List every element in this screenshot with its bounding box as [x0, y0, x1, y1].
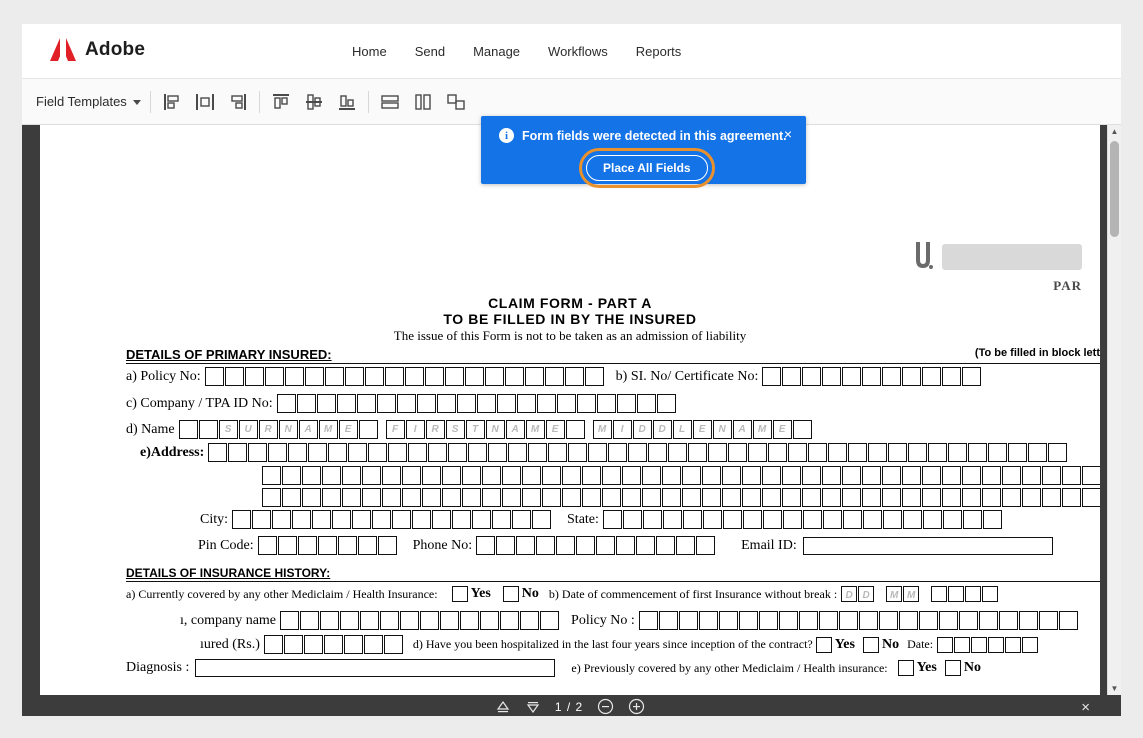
label-pin-code: Pin Code: [198, 537, 254, 553]
form-title-line3: The issue of this Form is not to be taken as an admission of liability [393, 328, 747, 343]
label-diagnosis: Diagnosis : [126, 660, 190, 675]
name-middle-boxes[interactable]: M I D D L E N A M E [593, 420, 812, 439]
document-viewer [22, 125, 1121, 716]
diagnosis-field[interactable] [195, 659, 555, 677]
place-all-fields-button[interactable]: Place All Fields [586, 155, 708, 181]
previously-covered-yes-checkbox[interactable] [898, 660, 914, 676]
policy-no-2-boxes[interactable] [639, 611, 1078, 630]
label-commencement: b) Date of commencement of first Insurance without break : [548, 586, 838, 601]
label-policy-no: a) Policy No: [126, 368, 201, 384]
field-templates-dropdown[interactable] [36, 94, 141, 109]
align-top-icon[interactable] [269, 90, 293, 114]
block-letters-hint: (To be filled in block lett [974, 347, 1100, 359]
policy-no-boxes[interactable] [205, 367, 604, 386]
align-left-icon[interactable] [160, 90, 184, 114]
label-no-2: No [881, 636, 900, 652]
form-title-line1: CLAIM FORM - PART A [488, 295, 652, 311]
toolbar-divider [150, 91, 151, 113]
row-currently-covered [126, 586, 1002, 602]
name-first-boxes[interactable]: F I R S T N A M E [386, 420, 585, 439]
insurer-logo [912, 240, 1082, 293]
match-size-icon[interactable] [444, 90, 468, 114]
nav-links [352, 24, 681, 78]
label-name: d) Name [126, 421, 175, 437]
align-bottom-icon[interactable] [335, 90, 359, 114]
top-navigation-bar [22, 24, 1121, 79]
hospitalized-date-boxes[interactable] [937, 637, 1038, 653]
adobe-logo-icon [50, 38, 76, 62]
toolbar-divider-2 [259, 91, 260, 113]
adobe-brand[interactable] [50, 38, 145, 62]
row-policy-no [126, 367, 985, 386]
row-company-tpa [126, 394, 680, 413]
label-state: State: [567, 511, 599, 527]
close-viewer-icon[interactable]: × [1081, 699, 1090, 716]
row-pin-phone-email [198, 536, 1053, 555]
align-vertical-group [269, 90, 359, 114]
scrollbar-thumb[interactable] [1110, 141, 1119, 237]
phone-no-boxes[interactable] [476, 536, 715, 555]
state-boxes[interactable] [603, 510, 1002, 529]
label-company-tpa: c) Company / TPA ID No: [126, 395, 273, 411]
page-indicator: 1 / 2 [554, 699, 584, 714]
form-fields-detected-toast [481, 116, 806, 184]
adobe-sign-window [22, 24, 1121, 716]
match-size-group [378, 90, 468, 114]
label-previously-covered: e) Previously covered by any other Mediclaim / Health insurance: [571, 660, 888, 675]
label-yes-2: Yes [834, 636, 855, 652]
hospitalized-no-checkbox[interactable] [863, 637, 879, 653]
align-right-icon[interactable] [226, 90, 250, 114]
label-policy-no-2: Policy No : [571, 612, 635, 628]
row-address-1 [140, 443, 1071, 462]
commencement-mm-boxes[interactable]: M M [886, 586, 919, 602]
zoom-out-icon[interactable] [597, 698, 614, 715]
section-divider [126, 363, 1100, 364]
brand-name-label: Adobe [85, 39, 146, 60]
toast-message: Form fields were detected in this agreement. [522, 128, 787, 143]
row-name [126, 420, 816, 439]
section-primary-insured-heading: DETAILS OF PRIMARY INSURED: [126, 347, 332, 362]
section-insurance-history-heading: DETAILS OF INSURANCE HISTORY: [126, 566, 331, 580]
insurer-mark-icon [912, 240, 934, 274]
label-company-name: ı, company name [180, 612, 277, 628]
match-width-icon[interactable] [378, 90, 402, 114]
row-address-2 [258, 466, 1100, 485]
label-email-id: Email ID: [741, 537, 797, 553]
currently-covered-no-checkbox[interactable] [503, 586, 519, 602]
address-line2-boxes[interactable] [262, 466, 1100, 485]
nav-link-send[interactable]: Send [414, 43, 446, 59]
form-title-block [40, 295, 1100, 344]
chevron-down-icon [133, 100, 141, 105]
align-horizontal-group [160, 90, 250, 114]
form-title-line2: TO BE FILLED IN BY THE INSURED [443, 311, 697, 327]
city-boxes[interactable] [232, 510, 551, 529]
part-label: PAR [1053, 278, 1082, 293]
info-icon: i [499, 128, 514, 143]
scroll-up-arrow-icon[interactable]: ▲ [1110, 127, 1119, 136]
previous-page-icon[interactable] [495, 699, 511, 715]
label-phone-no: Phone No: [412, 537, 473, 553]
address-line3-boxes[interactable] [262, 488, 1100, 507]
label-address: e)Address: [140, 444, 205, 460]
match-height-icon[interactable] [411, 90, 435, 114]
label-currently-covered: a) Currently covered by any other Mediclaim / Health Insurance: [126, 586, 438, 601]
toolbar-divider-3 [368, 91, 369, 113]
distribute-horizontal-icon[interactable] [193, 90, 217, 114]
hospitalized-yes-checkbox[interactable] [816, 637, 832, 653]
address-line1-boxes[interactable] [208, 443, 1067, 462]
next-page-icon[interactable] [525, 699, 541, 715]
row-address-3 [258, 488, 1100, 507]
label-sl-no: b) SI. No/ Certificate No: [615, 368, 759, 384]
place-all-fields-highlight [579, 148, 715, 188]
nav-link-manage[interactable]: Manage [473, 43, 521, 59]
name-surname-boxes[interactable]: S U R N A M E [179, 420, 378, 439]
section-divider-2 [126, 581, 1100, 582]
viewer-bottom-bar [40, 695, 1100, 716]
toast-message-row [481, 116, 806, 143]
field-templates-label: Field Templates [36, 94, 127, 109]
nav-link-home[interactable]: Home [352, 43, 387, 59]
label-no-1: No [521, 586, 539, 601]
label-hospitalized: d) Have you been hospitalized in the last four years since inception of the contract? [412, 637, 813, 651]
insurer-name-box [942, 244, 1082, 270]
company-name-boxes[interactable] [280, 611, 559, 630]
insured-amount-boxes[interactable] [264, 635, 403, 654]
vertical-scrollbar[interactable] [1107, 125, 1121, 695]
align-middle-icon[interactable] [302, 90, 326, 114]
currently-covered-yes-checkbox[interactable] [452, 586, 468, 602]
commencement-yyyy-boxes[interactable] [931, 586, 998, 602]
row-diagnosis [126, 659, 981, 677]
close-icon[interactable]: × [783, 126, 792, 142]
sl-no-boxes[interactable] [762, 367, 981, 386]
row-company-policy [180, 611, 1082, 630]
label-city: City: [200, 511, 229, 527]
scroll-down-arrow-icon[interactable]: ▼ [1110, 684, 1119, 693]
email-id-field[interactable] [803, 537, 1053, 555]
label-date: Date: [907, 637, 934, 651]
pin-code-boxes[interactable] [258, 536, 397, 555]
commencement-dd-boxes[interactable]: D D [841, 586, 874, 602]
document-page [40, 125, 1100, 695]
row-city-state [200, 510, 1006, 529]
row-insured-hospitalized [200, 635, 1042, 654]
nav-link-reports[interactable]: Reports [635, 43, 682, 59]
zoom-in-icon[interactable] [628, 698, 645, 715]
label-yes-1: Yes [470, 586, 491, 601]
company-tpa-boxes[interactable] [277, 394, 676, 413]
nav-link-workflows[interactable]: Workflows [548, 43, 608, 59]
label-no-3: No [963, 660, 981, 675]
label-yes-3: Yes [916, 660, 937, 675]
label-insured-rs: ıured (Rs.) [200, 636, 260, 652]
previously-covered-no-checkbox[interactable] [945, 660, 961, 676]
